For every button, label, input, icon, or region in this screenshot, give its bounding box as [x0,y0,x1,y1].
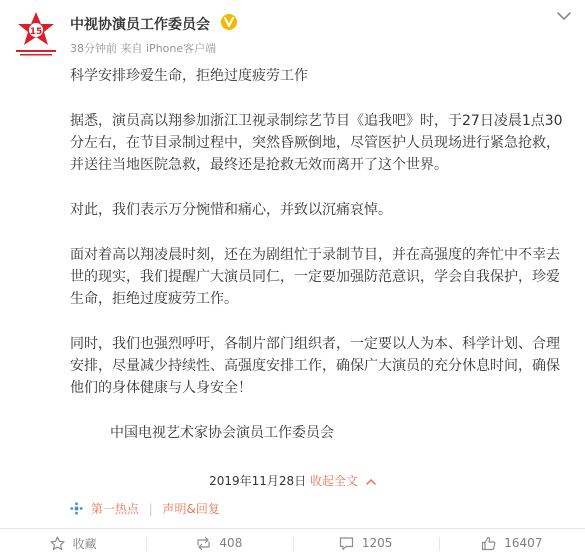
post-line: 面对着高以翔凌晨时刻，还在为剧组忙于录制节目，并在高强度的奔忙中不幸去 [70,247,560,263]
post-header [0,0,585,62]
topic-icon [70,502,83,515]
post-body [70,65,570,444]
post-line: 他们的身体健康与人身安全！ [70,380,252,396]
topic-link[interactable]: 第一热点 [90,502,139,516]
favorite-icon [50,536,65,551]
logo-icon[interactable] [14,10,58,58]
statement-link[interactable]: 声明&回复 [162,502,220,516]
like-icon [481,536,496,551]
post-line: 分左右，在节目录制过程中，突然昏厥倒地，尽管医护人员现场进行紧急抢救， [70,135,560,151]
more-chevron-icon[interactable] [555,10,573,22]
comment-count: 1205 [361,536,393,550]
favorite-label: 收藏 [72,536,97,551]
svg-text:15: 15 [29,27,43,37]
post-source[interactable]: iPhone客户端 [146,42,217,55]
repost-count: 408 [219,536,243,550]
post-time: 38分钟前 [70,42,117,55]
collapse-button[interactable] [310,474,376,488]
action-bar [0,528,585,557]
author-name[interactable]: 中视协演员工作委员会 [70,17,210,33]
source-prefix: 来自 [120,42,143,55]
comment-icon [339,536,354,551]
verified-icon [220,13,238,31]
post-date: 2019年11月28日 [209,474,307,488]
post-line: 安排，尽量减少持续性、高强度安排工作，确保广大演员的充分休息时间，确保 [70,358,560,374]
separator: | [148,501,153,516]
post-line: 世的现实，我们提醒广大演员同仁，一定要加强防范意识，学会自我保护，珍爱 [70,269,560,285]
post-headline: 科学安排珍爱生命，拒绝过度疲劳工作 [70,68,308,84]
post-line: 生命，拒绝过度疲劳工作。 [70,291,238,307]
chevron-up-icon [366,478,376,486]
like-button[interactable] [439,529,585,557]
post-line: 据悉，演员高以翔参加浙江卫视录制综艺节目《追我吧》时，于27日凌晨1点30 [70,113,563,129]
post-line: 并送往当地医院急救，最终还是抢救无效而离开了这个世界。 [70,157,448,173]
post-signature: 中国电视艺术家协会演员工作委员会 [110,425,334,441]
repost-button[interactable] [146,529,292,557]
topic-links [70,500,220,517]
like-count: 16407 [504,536,543,550]
post-line: 对此，我们表示万分惋惜和痛心，并致以沉痛哀悼。 [70,202,392,218]
collapse-label: 收起全文 [310,474,359,488]
post-line: 同时，我们也强烈呼吁，各制片部门组织者，一定要以人为本、科学计划、合理 [70,336,560,352]
post-meta [70,40,216,56]
favorite-button[interactable] [0,529,146,557]
post-footer [0,472,585,489]
comment-button[interactable] [293,529,439,557]
repost-icon [196,536,211,551]
